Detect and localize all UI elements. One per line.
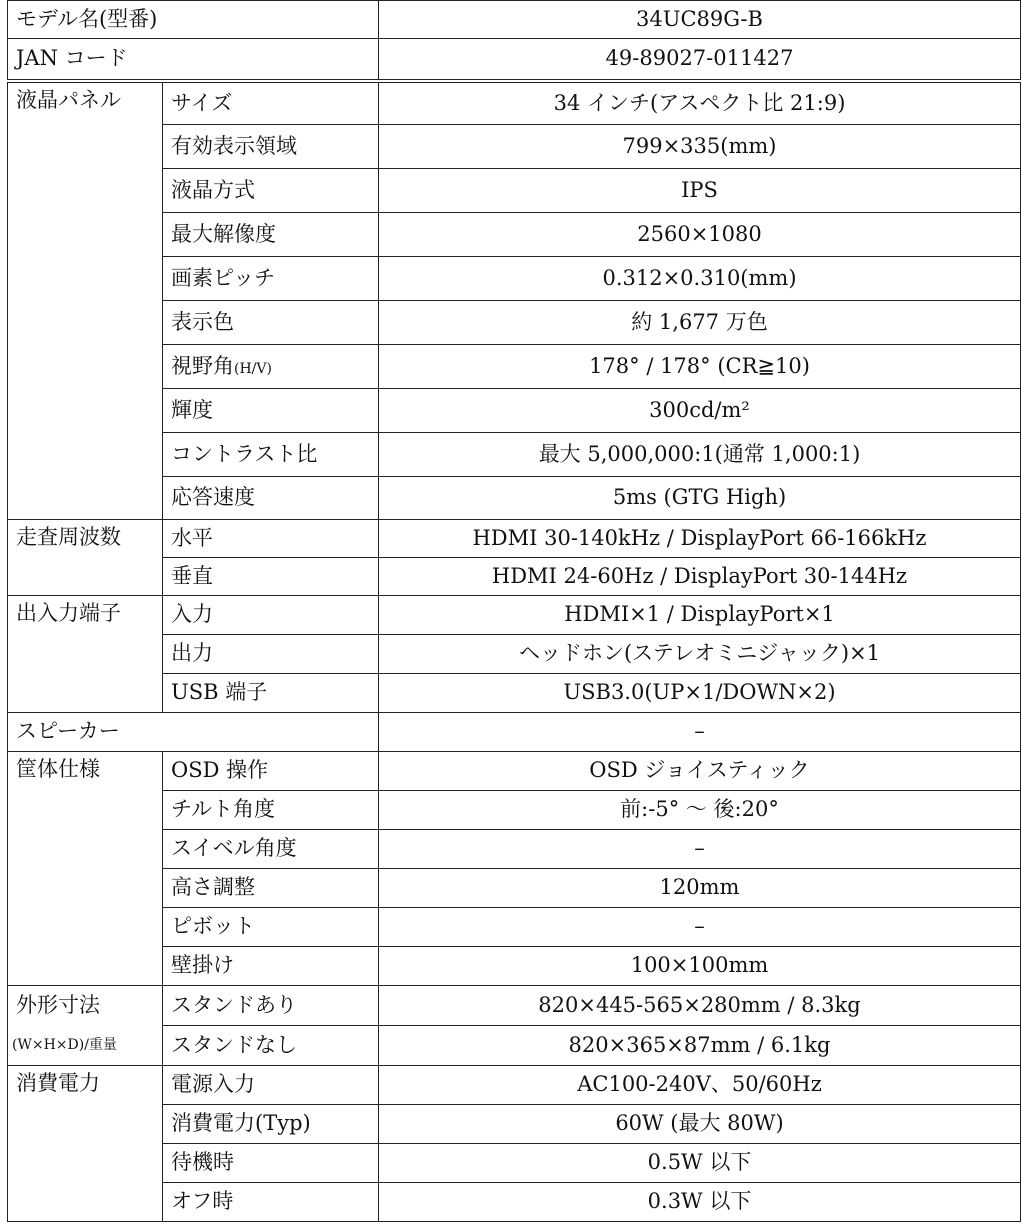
panel-resolution-label: 最大解像度 [163, 213, 379, 257]
panel-area-label: 有効表示領域 [163, 125, 379, 169]
housing-wall-label: 壁掛け [163, 947, 379, 986]
housing-swivel-label: スイベル角度 [163, 830, 379, 869]
panel-colors-label: 表示色 [163, 301, 379, 345]
housing-osd-value: OSD ジョイスティック [379, 752, 1021, 791]
housing-osd-label: OSD 操作 [163, 752, 379, 791]
dim-stand-value: 820×445-565×280mm / 8.3kg [379, 986, 1021, 1026]
group-housing: 筐体仕様 [8, 752, 163, 986]
dim-nostand-label: スタンドなし [163, 1026, 379, 1066]
panel-brightness-value: 300cd/m² [379, 389, 1021, 433]
panel-response-label: 応答速度 [163, 477, 379, 520]
io-input-value: HDMI×1 / DisplayPort×1 [379, 596, 1021, 635]
panel-size-value: 34 インチ(アスペクト比 21:9) [379, 81, 1021, 125]
power-off-value: 0.3W 以下 [379, 1183, 1021, 1222]
scan-horizontal-value: HDMI 30-140kHz / DisplayPort 66-166kHz [379, 520, 1021, 558]
row-io-input [8, 596, 1021, 635]
row-model [8, 1, 1021, 39]
panel-pitch-label: 画素ピッチ [163, 257, 379, 301]
group-scan: 走査周波数 [8, 520, 163, 596]
dim-nostand-value: 820×365×87mm / 6.1kg [379, 1026, 1021, 1066]
io-usb-value: USB3.0(UP×1/DOWN×2) [379, 674, 1021, 713]
io-output-value: ヘッドホン(ステレオミニジャック)×1 [379, 635, 1021, 674]
group-power: 消費電力 [8, 1066, 163, 1222]
spec-table [7, 0, 1021, 1222]
jan-value: 49-89027-011427 [379, 39, 1021, 81]
viewing-angle-suffix: (H/V) [234, 360, 272, 377]
scan-horizontal-label: 水平 [163, 520, 379, 558]
power-input-value: AC100-240V、50/60Hz [379, 1066, 1021, 1105]
panel-type-value: IPS [379, 169, 1021, 213]
model-value: 34UC89G-B [379, 1, 1021, 39]
panel-response-value: 5ms (GTG High) [379, 477, 1021, 520]
panel-brightness-label: 輝度 [163, 389, 379, 433]
row-jan [8, 39, 1021, 81]
panel-viewing-angle-label [163, 345, 379, 389]
panel-resolution-value: 2560×1080 [379, 213, 1021, 257]
panel-area-value: 799×335(mm) [379, 125, 1021, 169]
housing-wall-value: 100×100mm [379, 947, 1021, 986]
io-usb-label: USB 端子 [163, 674, 379, 713]
speaker-label: スピーカー [8, 713, 379, 752]
power-standby-value: 0.5W 以下 [379, 1144, 1021, 1183]
panel-viewing-angle-value: 178° / 178° (CR≧10) [379, 345, 1021, 389]
dim-stand-label: スタンドあり [163, 986, 379, 1026]
row-scan-horizontal [8, 520, 1021, 558]
housing-height-label: 高さ調整 [163, 869, 379, 908]
speaker-value: – [379, 713, 1021, 752]
power-input-label: 電源入力 [163, 1066, 379, 1105]
panel-contrast-label: コントラスト比 [163, 433, 379, 477]
housing-height-value: 120mm [379, 869, 1021, 908]
row-housing-osd [8, 752, 1021, 791]
housing-tilt-value: 前:-5° 〜 後:20° [379, 791, 1021, 830]
panel-pitch-value: 0.312×0.310(mm) [379, 257, 1021, 301]
row-panel-size [8, 81, 1021, 125]
panel-type-label: 液晶方式 [163, 169, 379, 213]
housing-pivot-value: – [379, 908, 1021, 947]
io-input-label: 入力 [163, 596, 379, 635]
row-dim-stand [8, 986, 1021, 1026]
scan-vertical-label: 垂直 [163, 558, 379, 596]
panel-colors-value: 約 1,677 万色 [379, 301, 1021, 345]
panel-contrast-value: 最大 5,000,000:1(通常 1,000:1) [379, 433, 1021, 477]
jan-label: JAN コード [8, 39, 379, 81]
row-dim-nostand [8, 1026, 1021, 1066]
scan-vertical-value: HDMI 24-60Hz / DisplayPort 30-144Hz [379, 558, 1021, 596]
dim-name-line1: 外形寸法 [8, 986, 163, 1026]
housing-swivel-value: – [379, 830, 1021, 869]
power-typ-label: 消費電力(Typ) [163, 1105, 379, 1144]
power-standby-label: 待機時 [163, 1144, 379, 1183]
panel-size-label: サイズ [163, 81, 379, 125]
group-panel: 液晶パネル [8, 81, 163, 520]
housing-pivot-label: ピボット [163, 908, 379, 947]
group-io: 出入力端子 [8, 596, 163, 713]
row-speaker [8, 713, 1021, 752]
row-power-input [8, 1066, 1021, 1105]
model-label: モデル名(型番) [8, 1, 379, 39]
viewing-angle-text: 視野角 [171, 353, 234, 378]
housing-tilt-label: チルト角度 [163, 791, 379, 830]
power-off-label: オフ時 [163, 1183, 379, 1222]
dim-name-line2: (W×H×D)/重量 [8, 1026, 163, 1066]
power-typ-value: 60W (最大 80W) [379, 1105, 1021, 1144]
io-output-label: 出力 [163, 635, 379, 674]
